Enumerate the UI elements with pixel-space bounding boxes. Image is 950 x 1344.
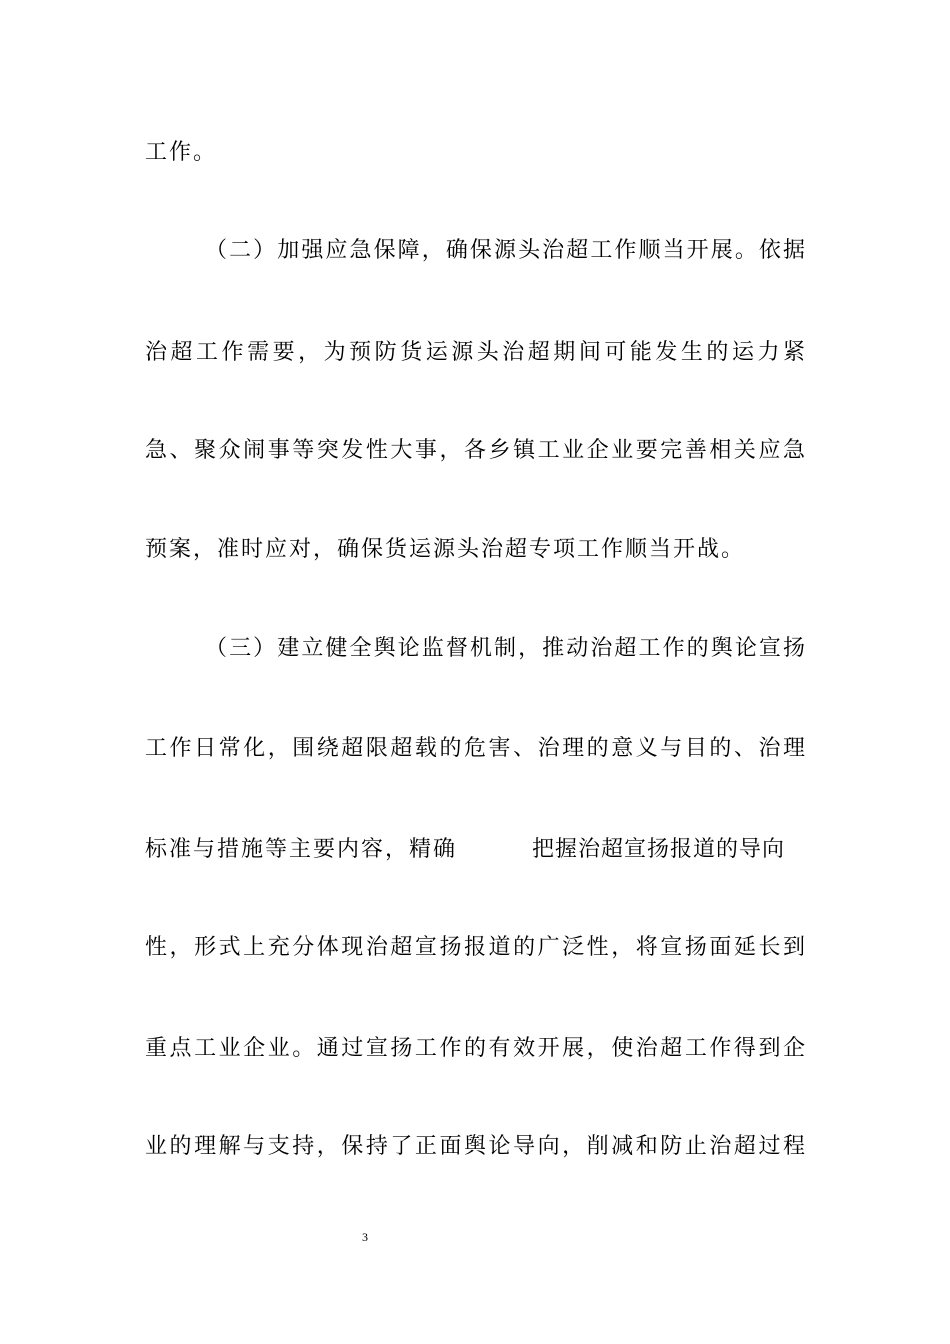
paragraph-line-11: 业的理解与支持，保持了正面舆论导向，削减和防止治超过程: [145, 1134, 805, 1159]
paragraph-line-8-part-2: 把握治超宣扬报道的导向: [532, 837, 786, 862]
paragraph-line-5: 预案，准时应对，确保货运源头治超专项工作顺当开战。: [145, 537, 746, 562]
paragraph-line-4: 急、聚众闹事等突发性大事，各乡镇工业企业要完善相关应急: [145, 438, 805, 463]
paragraph-line-2: （二）加强应急保障，确保源头治超工作顺当开展。依据: [205, 238, 805, 263]
page-number: 3: [362, 1230, 368, 1244]
paragraph-line-1: 工作。: [145, 140, 218, 165]
paragraph-line-6: （三）建立健全舆论监督机制，推动治超工作的舆论宣扬: [205, 636, 805, 661]
paragraph-line-10: 重点工业企业。通过宣扬工作的有效开展，使治超工作得到企: [145, 1036, 805, 1061]
paragraph-line-7: 工作日常化，围绕超限超载的危害、治理的意义与目的、治理: [145, 736, 805, 761]
paragraph-line-8-part-1: 标准与措施等主要内容，精确: [145, 837, 458, 862]
paragraph-line-3: 治超工作需要，为预防货运源头治超期间可能发生的运力紧: [145, 340, 805, 365]
paragraph-line-9: 性，形式上充分体现治超宣扬报道的广泛性，将宣扬面延长到: [145, 935, 805, 960]
